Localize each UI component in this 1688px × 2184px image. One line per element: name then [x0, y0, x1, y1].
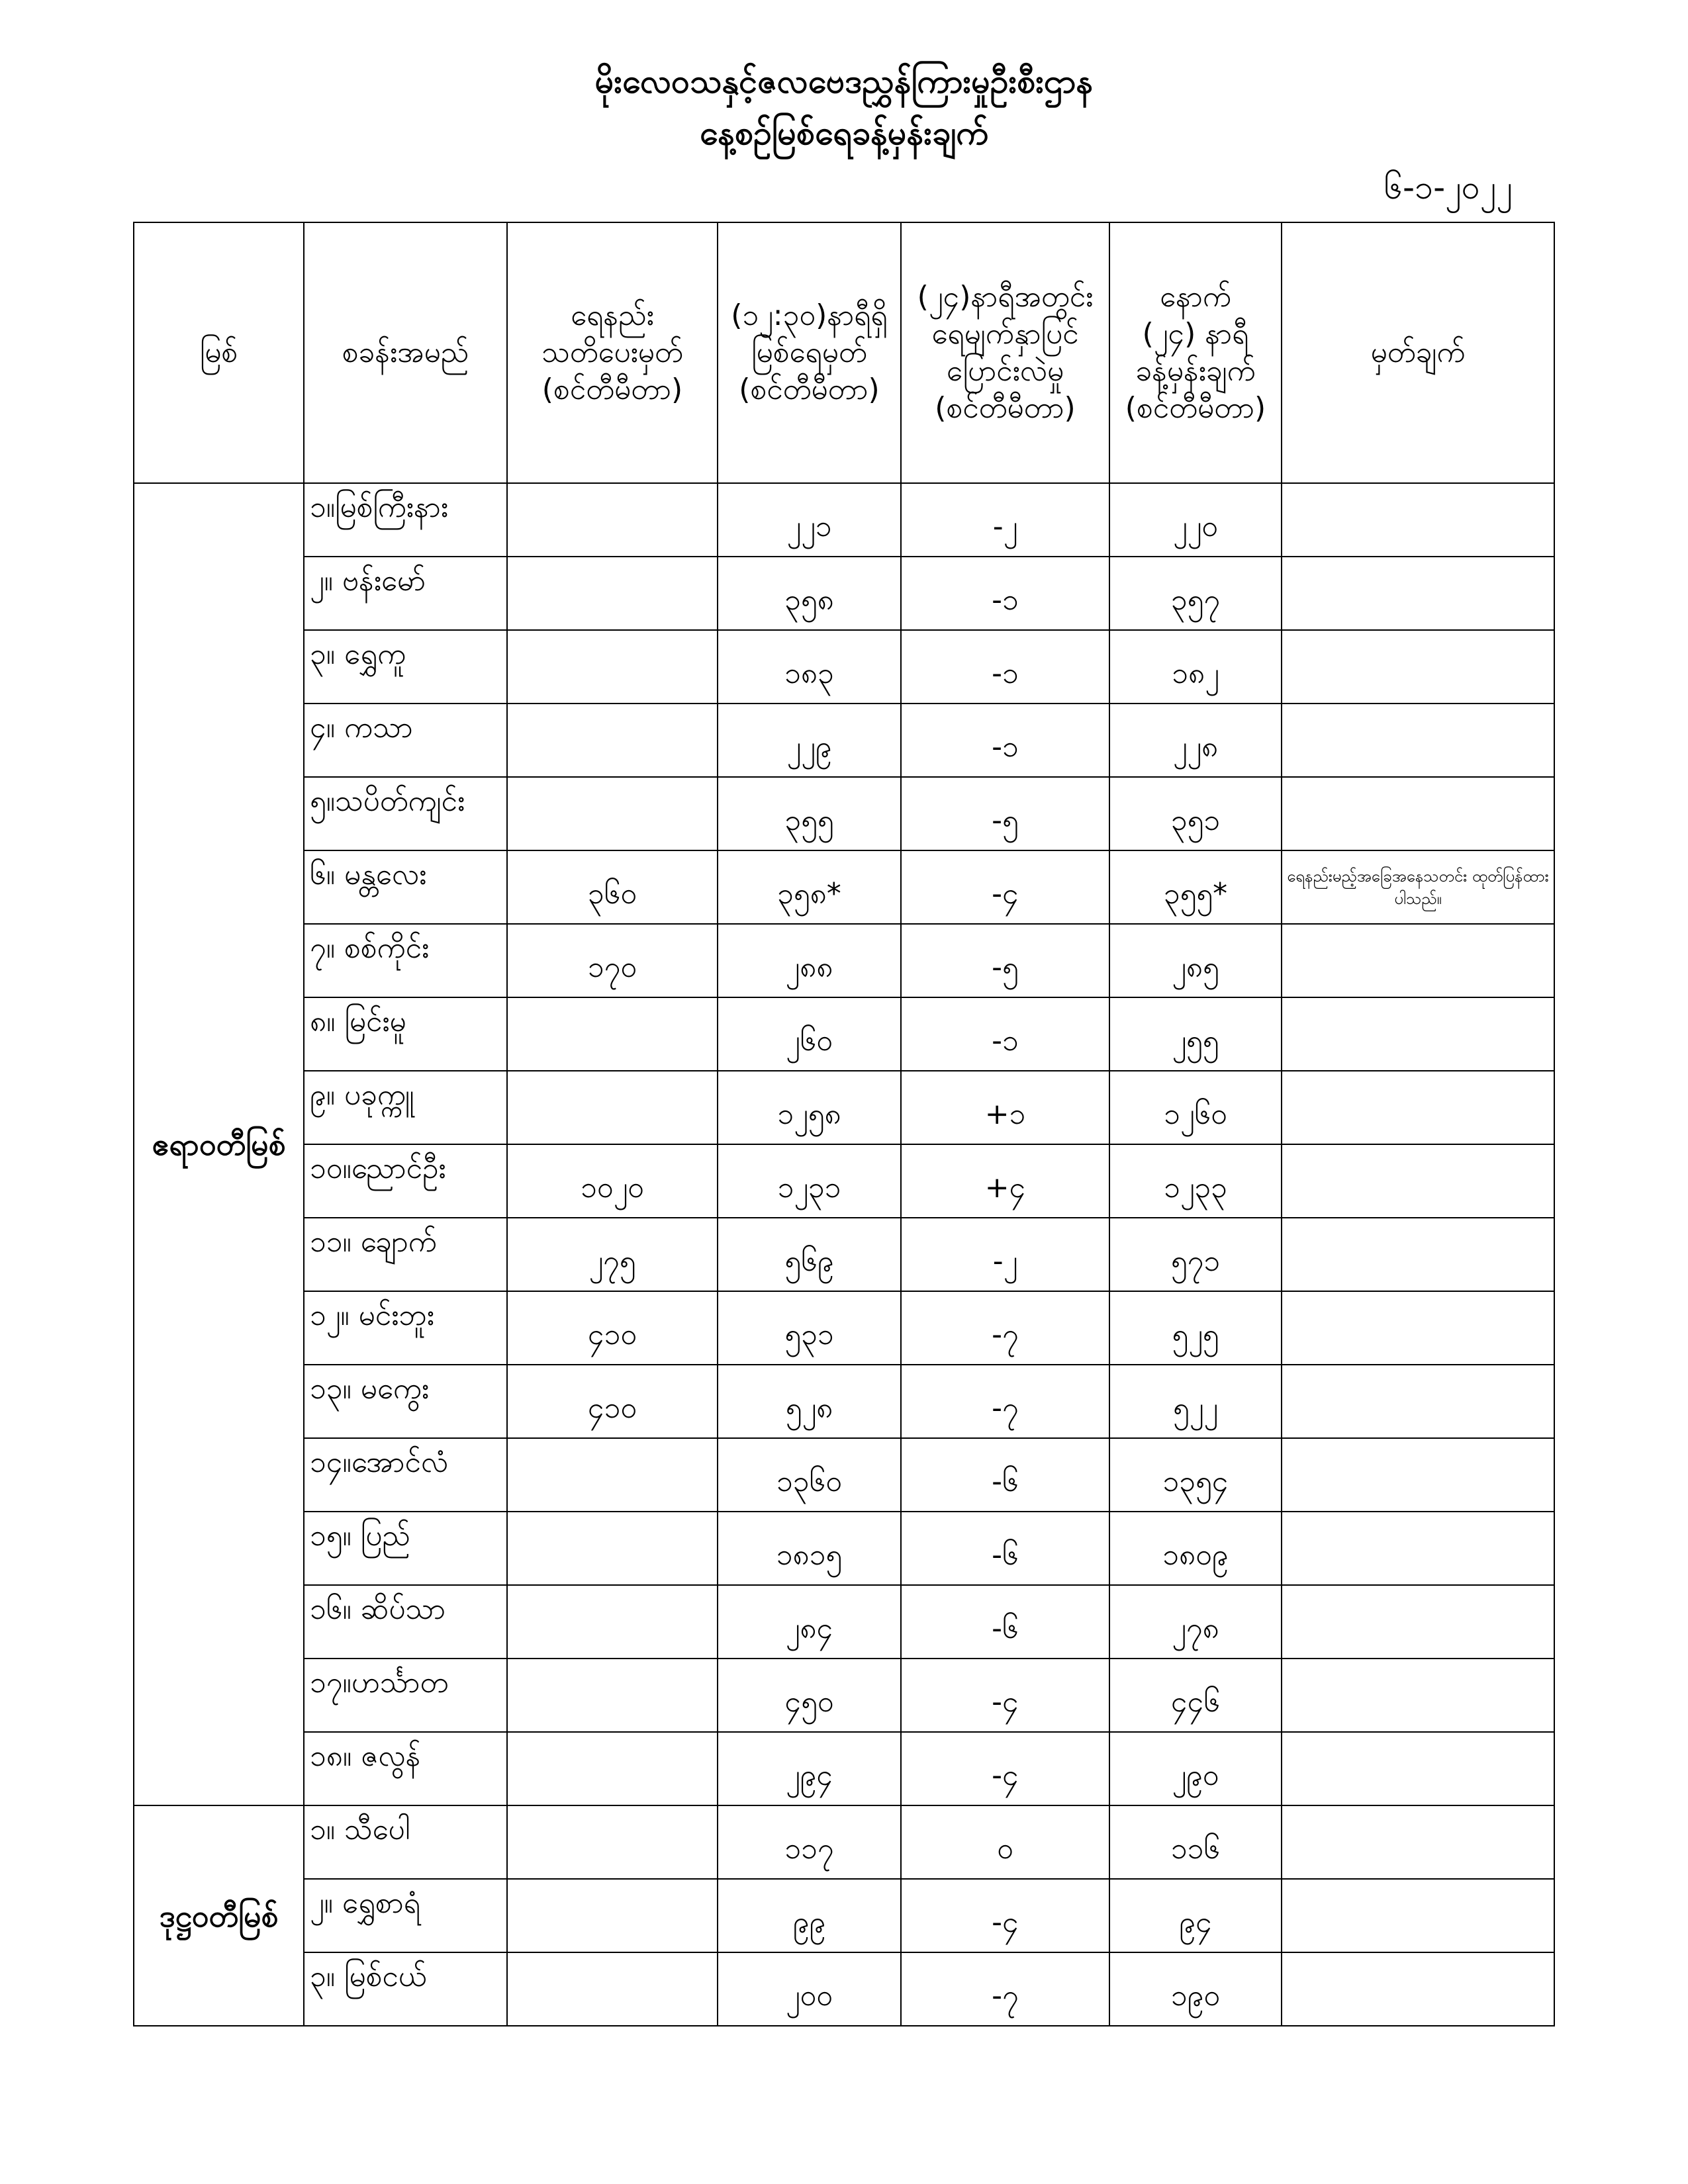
current-value: ၁၈၃: [784, 656, 834, 690]
forecast-value: ၄၄၆: [1170, 1684, 1221, 1719]
forecast-value: ၁၈၀၉: [1162, 1537, 1229, 1572]
remark-cell: [1282, 777, 1554, 850]
change-value: -၁: [992, 729, 1019, 764]
forecast-value: ၅၂၂: [1173, 1390, 1218, 1425]
change-value: ၀: [997, 1831, 1013, 1866]
danger-value: ၄၁၀: [587, 1390, 637, 1425]
station-name-cell: ၁၅။ ပြည်: [304, 1512, 507, 1585]
change-value: -၇: [992, 1390, 1019, 1425]
current-value-cell: [718, 1071, 901, 1144]
forecast-value: ၁၉၀: [1170, 1978, 1221, 2013]
forecast-value: ၅၂၅: [1172, 1317, 1219, 1351]
current-value-cell: [718, 1732, 901, 1805]
change-value: +၄: [984, 1170, 1026, 1205]
table-body: [134, 483, 1554, 2026]
change-value-cell: [901, 704, 1109, 777]
forecast-value-cell: [1109, 1879, 1282, 1952]
current-value-cell: [718, 1805, 901, 1879]
current-value: ၂၆၀: [785, 1023, 833, 1058]
change-value-cell: [901, 1805, 1109, 1879]
station-name-cell: ၁၂။ မင်းဘူး: [304, 1291, 507, 1365]
current-value: ၄၅၀: [784, 1684, 834, 1719]
danger-value: ၂၇၅: [588, 1244, 636, 1278]
danger-value-cell: [507, 1879, 718, 1952]
forecast-value: ၃၅၅*: [1163, 876, 1228, 911]
table-row: [134, 850, 1554, 924]
station-name-cell: ၃။ ရွှေကူ: [304, 630, 507, 704]
remark-cell: [1282, 704, 1554, 777]
change-value: -၆: [992, 1464, 1019, 1498]
forecast-value-cell: [1109, 924, 1282, 997]
forecast-value-cell: [1109, 777, 1282, 850]
table-row: [134, 1291, 1554, 1365]
change-value-cell: [901, 1732, 1109, 1805]
danger-value-cell: [507, 1732, 718, 1805]
current-value-cell: [718, 557, 901, 630]
danger-value-cell: [507, 1512, 718, 1585]
change-value-cell: [901, 1585, 1109, 1659]
table-row: [134, 1805, 1554, 1879]
header-label-line: ရေနည်း: [571, 298, 654, 332]
change-value-cell: [901, 924, 1109, 997]
remark-cell: ရေနည်းမည့်အခြေအနေသတင်း ထုတ်ပြန်ထားပါသည်။: [1282, 850, 1554, 924]
table-row: [134, 1512, 1554, 1585]
danger-value-cell: [507, 1805, 718, 1879]
table-row: [134, 1952, 1554, 2026]
current-value: ၂၈၄: [785, 1611, 833, 1645]
change-value: -၄: [992, 1905, 1019, 1939]
station-name-cell: ၁၃။ မကွေး: [304, 1365, 507, 1438]
current-value: ၂၂၉: [786, 729, 832, 764]
river-name-cell: ဒုဋ္ဌဝတီမြစ်: [134, 1805, 304, 2026]
current-value: ၅၆၉: [784, 1244, 834, 1278]
table-row: [134, 1071, 1554, 1144]
current-value: ၁၃၆၀: [776, 1464, 842, 1498]
station-name-cell: ၂။ ရွှေစာရံ: [304, 1879, 507, 1952]
danger-value-cell: [507, 1365, 718, 1438]
river-level-table: [133, 222, 1555, 2026]
change-value-cell: [901, 1952, 1109, 2026]
table-row: [134, 924, 1554, 997]
forecast-value: ၅၇၁: [1170, 1244, 1221, 1278]
change-value: -၅: [992, 803, 1019, 837]
change-value-cell: [901, 630, 1109, 704]
change-value-cell: [901, 997, 1109, 1071]
station-name-cell: ၉။ ပခုက္ကူ: [304, 1071, 507, 1144]
remark-cell: [1282, 924, 1554, 997]
table-row: [134, 777, 1554, 850]
forecast-value-cell: [1109, 1585, 1282, 1659]
change-value-cell: [901, 777, 1109, 850]
table-row: [134, 1585, 1554, 1659]
table-row: [134, 630, 1554, 704]
col-header-forecast: [1109, 222, 1282, 483]
station-name-cell: ၁၇။ဟင်္သာတ: [304, 1659, 507, 1732]
current-value: ၃၅၅: [784, 803, 834, 837]
forecast-value: ၃၅၁: [1170, 803, 1221, 837]
station-name-cell: ၃။ မြစ်ငယ်: [304, 1952, 507, 2026]
forecast-value-cell: [1109, 1218, 1282, 1291]
forecast-value-cell: [1109, 1071, 1282, 1144]
danger-value-cell: [507, 630, 718, 704]
danger-value-cell: [507, 1585, 718, 1659]
current-value-cell: [718, 630, 901, 704]
current-value: ၁၂၃၁: [777, 1170, 841, 1205]
table-row: [134, 997, 1554, 1071]
change-value: -၄: [992, 1758, 1019, 1792]
current-value-cell: [718, 1218, 901, 1291]
danger-value-cell: [507, 557, 718, 630]
header-label-line: မှတ်ချက်: [1370, 336, 1466, 369]
change-value: -၁: [992, 1023, 1019, 1058]
header-label-line: (စင်တီမီတာ): [739, 373, 880, 406]
change-value-cell: [901, 1512, 1109, 1585]
station-name-cell: ၁၈။ ဇလွန်: [304, 1732, 507, 1805]
remark-cell: [1282, 1291, 1554, 1365]
remark-cell: [1282, 1438, 1554, 1512]
table-row: [134, 704, 1554, 777]
table-row: [134, 557, 1554, 630]
current-value: ၉၉: [792, 1905, 826, 1939]
forecast-value-cell: [1109, 997, 1282, 1071]
forecast-value-cell: [1109, 1659, 1282, 1732]
change-value: -၂: [992, 1244, 1018, 1278]
forecast-value: ၁၈၂: [1172, 656, 1219, 690]
remark-cell: [1282, 1512, 1554, 1585]
danger-value-cell: [507, 1952, 718, 2026]
danger-value-cell: [507, 777, 718, 850]
forecast-value-cell: [1109, 1365, 1282, 1438]
table-row: [134, 1144, 1554, 1218]
forecast-value: ၁၃၅၄: [1162, 1464, 1229, 1498]
danger-value-cell: [507, 924, 718, 997]
forecast-value: ၃၅၇: [1170, 582, 1221, 617]
current-value: ၃၅၈*: [777, 876, 841, 911]
current-value-cell: [718, 1512, 901, 1585]
current-value-cell: [718, 997, 901, 1071]
remark-cell: [1282, 1365, 1554, 1438]
remark-cell: [1282, 1144, 1554, 1218]
remark-cell: [1282, 557, 1554, 630]
current-value-cell: [718, 1365, 901, 1438]
current-value: ၅၂၈: [785, 1390, 833, 1425]
change-value: +၁: [984, 1097, 1026, 1131]
col-header-danger-level: [507, 222, 718, 483]
change-value-cell: [901, 1218, 1109, 1291]
change-value: -၇: [992, 1317, 1019, 1351]
table-row: [134, 1438, 1554, 1512]
page-title: မိုးလေဝသနှင့်ဇလဗေဒညွှန်ကြားမှုဦးစီးဌာန: [594, 62, 1094, 101]
table-row: [134, 1879, 1554, 1952]
station-name-cell: ၁။ သီပေါ: [304, 1805, 507, 1879]
current-value: ၁၈၁၅: [776, 1537, 843, 1572]
current-value-cell: [718, 1291, 901, 1365]
forecast-value: ၂၂၀: [1173, 509, 1218, 543]
current-value: ၂၈၈: [785, 950, 833, 984]
forecast-value-cell: [1109, 483, 1282, 557]
danger-value-cell: [507, 1071, 718, 1144]
danger-value-cell: [507, 483, 718, 557]
change-value: -၅: [992, 950, 1019, 984]
current-value: ၁၁၇: [784, 1831, 834, 1866]
col-header-station: [304, 222, 507, 483]
remark-cell: [1282, 1952, 1554, 2026]
forecast-value-cell: [1109, 1805, 1282, 1879]
current-value-cell: [718, 1144, 901, 1218]
current-value: ၂၀၀: [785, 1978, 833, 2013]
change-value-cell: [901, 1438, 1109, 1512]
danger-value-cell: [507, 1659, 718, 1732]
change-value: -၂: [992, 509, 1018, 543]
forecast-value-cell: [1109, 1291, 1282, 1365]
forecast-value: ၉၄: [1179, 1905, 1212, 1939]
forecast-value: ၂၅၅: [1172, 1023, 1219, 1058]
danger-value: ၄၁၀: [587, 1317, 637, 1351]
current-value: ၂၉၄: [785, 1758, 833, 1792]
header-label-line: (စင်တီမီတာ): [1125, 391, 1266, 425]
change-value: -၄: [992, 876, 1019, 911]
change-value-cell: [901, 483, 1109, 557]
danger-value: ၃၆၀: [587, 876, 637, 911]
change-value-cell: [901, 1291, 1109, 1365]
header-label-line: (၂၄) နာရီ: [1142, 317, 1249, 351]
change-value-cell: [901, 850, 1109, 924]
current-value-cell: [718, 777, 901, 850]
remark-cell: [1282, 1585, 1554, 1659]
station-name-cell: ၂။ ဗန်းမော်: [304, 557, 507, 630]
forecast-value: ၂၉၀: [1172, 1758, 1219, 1792]
header-label-line: (၂၄)နာရီအတွင်း: [917, 280, 1094, 314]
change-value: -၆: [992, 1537, 1019, 1572]
danger-value-cell: [507, 997, 718, 1071]
current-value: ၁၂၅၈: [777, 1097, 841, 1131]
current-value-cell: [718, 1952, 901, 2026]
forecast-value: ၂၇၈: [1172, 1611, 1219, 1645]
remark-cell: [1282, 1218, 1554, 1291]
header-label-line: ခန့်မှန်းချက်: [1135, 354, 1256, 388]
header-label-line: (၁၂:၃၀)နာရီရှိ: [731, 298, 888, 332]
remark-cell: [1282, 1732, 1554, 1805]
header-label-line: ရေမျက်နှာပြင်: [931, 317, 1079, 351]
table-row: [134, 1218, 1554, 1291]
station-name-cell: ၁၀။ညောင်ဦး: [304, 1144, 507, 1218]
forecast-value-cell: [1109, 1512, 1282, 1585]
header-label-line: ပြောင်းလဲမှု: [946, 354, 1064, 388]
col-header-change: [901, 222, 1109, 483]
remark-cell: [1282, 483, 1554, 557]
current-value: ၅၃၁: [784, 1317, 834, 1351]
change-value-cell: [901, 1879, 1109, 1952]
report-date: ၆-၁-၂၀၂၂: [1383, 168, 1513, 206]
col-header-river: [134, 222, 304, 483]
danger-value-cell: [507, 1144, 718, 1218]
current-value-cell: [718, 483, 901, 557]
change-value: -၆: [992, 1611, 1019, 1645]
current-value-cell: [718, 924, 901, 997]
change-value-cell: [901, 1659, 1109, 1732]
header-row: [134, 222, 1554, 483]
station-name-cell: ၁၆။ ဆိပ်သာ: [304, 1585, 507, 1659]
station-name-cell: ၅။သပိတ်ကျင်း: [304, 777, 507, 850]
current-value: ၂၂၁: [786, 509, 832, 543]
col-header-remark: [1282, 222, 1554, 483]
danger-value-cell: [507, 704, 718, 777]
header-label-line: စခန်းအမည်: [342, 336, 469, 369]
forecast-value: ၁၂၆၀: [1164, 1097, 1227, 1131]
forecast-value-cell: [1109, 1732, 1282, 1805]
change-value-cell: [901, 1365, 1109, 1438]
page-subtitle: နေ့စဉ်မြစ်ရေခန့်မှန်းချက်: [700, 114, 988, 152]
current-value-cell: [718, 1659, 901, 1732]
danger-value-cell: [507, 1291, 718, 1365]
header-label-line: သတိပေးမှတ်: [541, 336, 683, 369]
remark-cell: [1282, 1805, 1554, 1879]
station-name-cell: ၁။မြစ်ကြီးနား: [304, 483, 507, 557]
header-label-line: (စင်တီမီတာ): [935, 391, 1076, 425]
table-row: [134, 483, 1554, 557]
danger-value: ၁၀၂၀: [581, 1170, 644, 1205]
remark-cell: [1282, 1879, 1554, 1952]
forecast-value-cell: [1109, 704, 1282, 777]
river-name-cell: ဧရာဝတီမြစ်: [134, 483, 304, 1805]
current-value-cell: [718, 1585, 901, 1659]
change-value-cell: [901, 1071, 1109, 1144]
change-value: -၁: [992, 582, 1019, 617]
forecast-value: ၁၂၃၃: [1164, 1170, 1227, 1205]
col-header-current-level: [718, 222, 901, 483]
forecast-value-cell: [1109, 1438, 1282, 1512]
header-label-line: နောက်: [1160, 280, 1231, 314]
forecast-value: ၂၂၈: [1172, 729, 1219, 764]
danger-value-cell: [507, 850, 718, 924]
current-value-cell: [718, 850, 901, 924]
table-row: [134, 1659, 1554, 1732]
change-value: -၇: [992, 1978, 1019, 2013]
current-value-cell: [718, 704, 901, 777]
station-name-cell: ၆။ မန္တလေး: [304, 850, 507, 924]
change-value: -၄: [992, 1684, 1019, 1719]
forecast-value-cell: [1109, 850, 1282, 924]
remark-cell: [1282, 630, 1554, 704]
forecast-value-cell: [1109, 630, 1282, 704]
forecast-value-cell: [1109, 1952, 1282, 2026]
table-row: [134, 1732, 1554, 1805]
current-value-cell: [718, 1438, 901, 1512]
current-value: ၃၅၈: [784, 582, 834, 617]
remark-cell: [1282, 1659, 1554, 1732]
change-value-cell: [901, 1144, 1109, 1218]
station-name-cell: ၇။ စစ်ကိုင်း: [304, 924, 507, 997]
danger-value: ၁၇၀: [587, 950, 637, 984]
remark-cell: [1282, 997, 1554, 1071]
danger-value-cell: [507, 1438, 718, 1512]
change-value-cell: [901, 557, 1109, 630]
station-name-cell: ၁၁။ ချောက်: [304, 1218, 507, 1291]
header-label-line: (စင်တီမီတာ): [541, 373, 683, 406]
forecast-value: ၁၁၆: [1170, 1831, 1221, 1866]
header-label-line: မြစ်ရေမှတ်: [751, 336, 867, 369]
forecast-value-cell: [1109, 557, 1282, 630]
danger-value-cell: [507, 1218, 718, 1291]
forecast-value-cell: [1109, 1144, 1282, 1218]
current-value-cell: [718, 1879, 901, 1952]
forecast-value: ၂၈၅: [1172, 950, 1219, 984]
station-name-cell: ၁၄။အောင်လံ: [304, 1438, 507, 1512]
station-name-cell: ၈။ မြင်းမူ: [304, 997, 507, 1071]
remark-cell: [1282, 1071, 1554, 1144]
table-row: [134, 1365, 1554, 1438]
station-name-cell: ၄။ ကသာ: [304, 704, 507, 777]
header-label-line: မြစ်: [199, 336, 238, 369]
change-value: -၁: [992, 656, 1019, 690]
